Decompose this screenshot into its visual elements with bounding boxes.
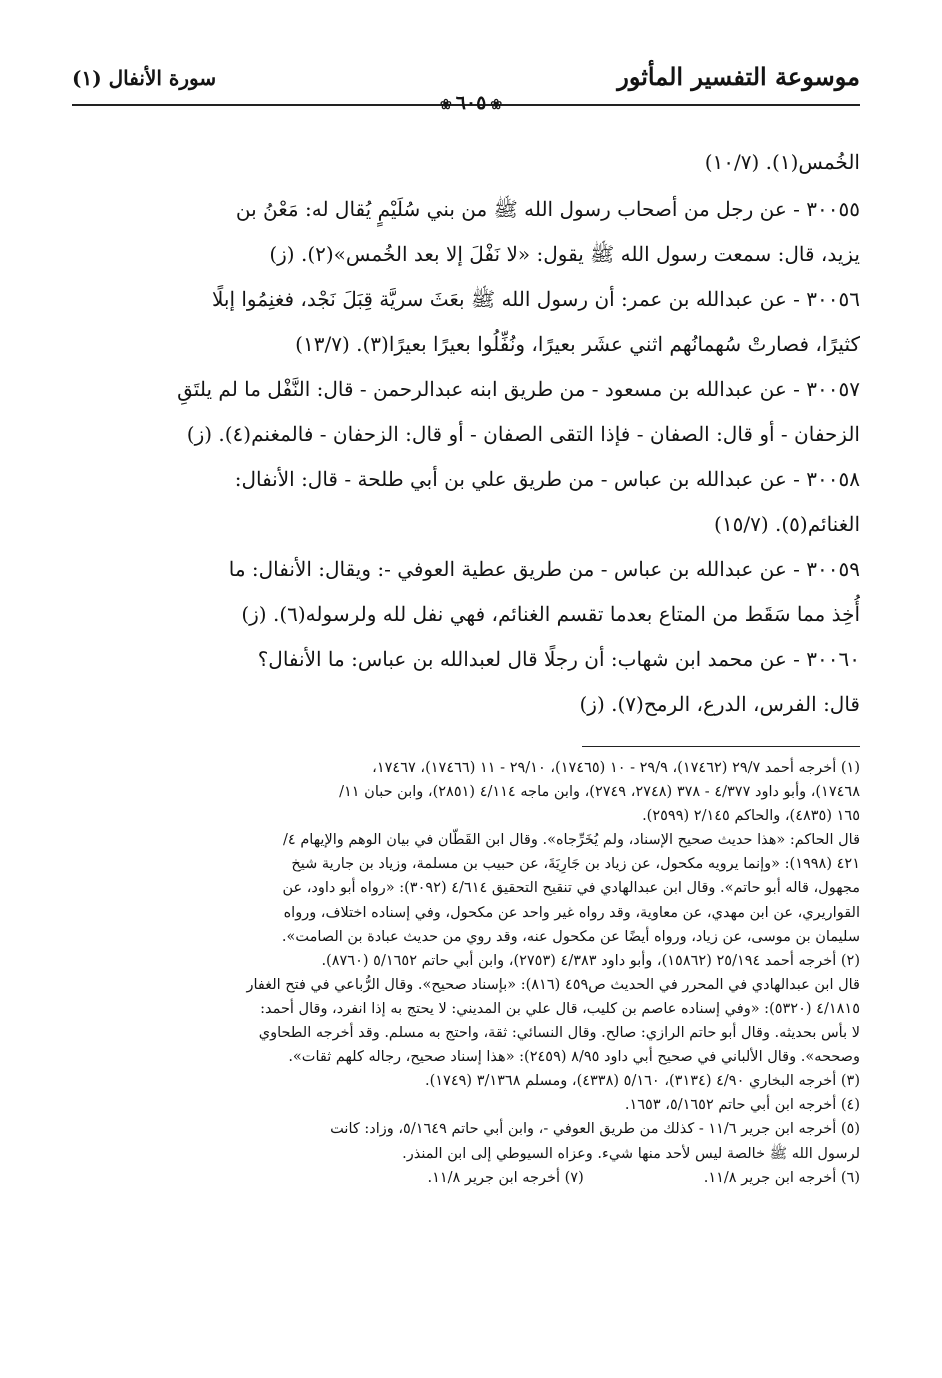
book-title: موسوعة التفسير المأثور [617, 62, 860, 91]
footnote-line: القواريري، عن ابن مهدي، عن معاوية، وقد رواه غير واحد عن مكحول، وفي إسناده اختلاف، ورواه [283, 904, 860, 921]
surah-name: سورة الأنفال (١) [72, 66, 217, 90]
footnote-line: (٤) أخرجه ابن أبي حاتم ٥/١٦٥٢، ١٦٥٣. [624, 1097, 860, 1114]
text-line: يزيد، قال: سمعت رسول الله ﷺ يقول: «لا نَفْلَ إلا بعد الخُمس»(٢). (ز) [269, 242, 860, 266]
footnote-6: (٦) أخرجه ابن جرير ١١/٨. [703, 1169, 860, 1186]
text-line: ٣٠٠٥٦ - عن عبدالله بن عمر: أن رسول الله ﷺ بعَثَ سريَّة قِبَلَ نَجْد، فغنِمُوا إبلًا [211, 287, 860, 311]
footnote-line: (١) أخرجه أحمد ٢٩/٧ (١٧٤٦٢)، ٢٩/٩ - ١٠ (١٧٤٦٥)، ٢٩/١٠ - ١١ (١٧٤٦٦)، ١٧٤٦٧، [372, 760, 860, 776]
footnote-line: ١٦٥ (٤٨٣٥)، والحاكم ٢/١٤٥ (٢٥٩٩). [642, 808, 860, 825]
footnote-line: ٤/١٨١٥ (٥٣٢٠): «وفي إسناده عاصم بن كليب، قال علي بن المديني: لا يحتج به إذا انفرد، وقال أحمد: [260, 1000, 860, 1017]
footnote-divider [582, 746, 860, 747]
page-number: ٦٠٥ [455, 92, 487, 114]
footnote-line: (٢) أخرجه أحمد ٢٥/١٩٤ (١٥٨٦٢)، وأبو داود ٤/٣٨٣ (٢٧٥٣)، وابن أبي حاتم ٥/١٦٥٢ (٨٧٦٠). [321, 952, 860, 969]
footnote-7: (٧) أخرجه ابن جرير ١١/٨. [427, 1169, 584, 1186]
footnote-line: ١٧٤٦٨)، وأبو داود ٤/٣٧٧ - ٣٧٨ (٢٧٤٨، ٢٧٤٩)، وابن ماجه ٤/١١٤ (٢٨٥١)، وابن حبان ١١/ [339, 784, 860, 801]
main-text [72, 140, 860, 727]
text-line: ٣٠٠٥٩ - عن عبدالله بن عباس - من طريق عطية العوفي -: ويقال: الأنفال: ما [228, 557, 860, 581]
ornament-icon: ❀ [490, 97, 503, 113]
text-line: الخُمس(١). (١٠/٧) [704, 150, 860, 174]
footnote-line: قال الحاكم: «هذا حديث صحيح الإسناد، ولم يُخَرِّجاه». وقال ابن القَطّان في بيان الوهم والإيهام ٤/ [283, 832, 860, 849]
text-line: قال: الفرس، الدرع، الرمح(٧). (ز) [579, 692, 860, 716]
text-line: ٣٠٠٥٥ - عن رجل من أصحاب رسول الله ﷺ من بني سُلَيْمٍ يُقال له: مَعْنُ بن [235, 197, 860, 221]
footnote-line: (٥) أخرجه ابن جرير ١١/٦ - كذلك من طريق العوفي -، وابن أبي حاتم ٥/١٦٤٩، وزاد: كانت [330, 1121, 860, 1138]
footnote-line: وصححه». وقال الألباني في صحيح أبي داود ٨/٩٥ (٢٤٥٩): «هذا إسناد صحيح، رجاله كلهم ثقات». [288, 1049, 860, 1066]
text-line: أُخِذ مما سَقَط من المتاع بعدما تقسم الغنائم، فهي نفل لله ولرسوله(٦). (ز) [241, 602, 860, 626]
text-line: ٣٠٠٥٧ - عن عبدالله بن مسعود - من طريق ابنه عبدالرحمن - قال: النَّفْل ما لم يلتَقِ [177, 377, 860, 401]
text-line: ٣٠٠٦٠ - عن محمد ابن شهاب: أن رجلًا قال لعبدالله بن عباس: ما الأنفال؟ [257, 647, 860, 671]
text-line: كثيرًا، فصارتْ سُهمانُهم اثني عشَر بعيرًا، ونُفِّلُوا بعيرًا بعيرًا(٣). (١٣/٧) [295, 332, 860, 356]
page-number-row [0, 92, 942, 114]
footnote-line: (٣) أخرجه البخاري ٤/٩٠ (٣١٣٤)، ٥/١٦٠ (٤٣٣٨)، ومسلم ٣/١٣٦٨ (١٧٤٩). [424, 1073, 860, 1090]
footnote-line: مجهول، قاله أبو حاتم». وقال ابن عبدالهادي في تنقيح التحقيق ٤/٦١٤ (٣٠٩٢): «رواه أبو داود، عن [282, 880, 860, 897]
text-line: الزحفان - أو قال: الصفان - فإذا التقى الصفان - أو قال: الزحفان - فالمغنم(٤). (ز) [186, 422, 860, 446]
footnote-last-row [72, 1166, 860, 1190]
text-line: الغنائم(٥). (١٥/٧) [714, 512, 860, 536]
footnotes [72, 756, 860, 1190]
text-line: ٣٠٠٥٨ - عن عبدالله بن عباس - من طريق علي بن أبي طلحة - قال: الأنفال: [234, 467, 860, 491]
footnote-line: لا بأس بحديثه. وقال أبو حاتم الرازي: صالح. وقال النسائي: ثقة، واحتج به مسلم. وقد أخرجه الطحاوي [258, 1025, 860, 1042]
footnote-line: ٤٢١ (١٩٩٨): «وإنما يرويه مكحول، عن زياد بن جَارِيَةَ، عن حبيب بن مسلمة، وزياد بن جارية شيخ [291, 856, 860, 873]
footnote-line: سليمان بن موسى، عن زياد، ورواه أيضًا عن مكحول عنه، وقد روي من حديث عبادة بن الصامت». [281, 928, 860, 945]
footnote-line: لرسول الله ﷺ خالصة ليس لأحد منها شيء. وعزاه السيوطي إلى ابن المنذر. [402, 1145, 860, 1162]
ornament-icon: ❀ [439, 97, 452, 113]
footnote-line: قال ابن عبدالهادي في المحرر في الحديث ص٤٥٩ (٨١٦): «بإسناد صحيح». وقال الرُّباعي في فتح الغفار [246, 976, 860, 993]
